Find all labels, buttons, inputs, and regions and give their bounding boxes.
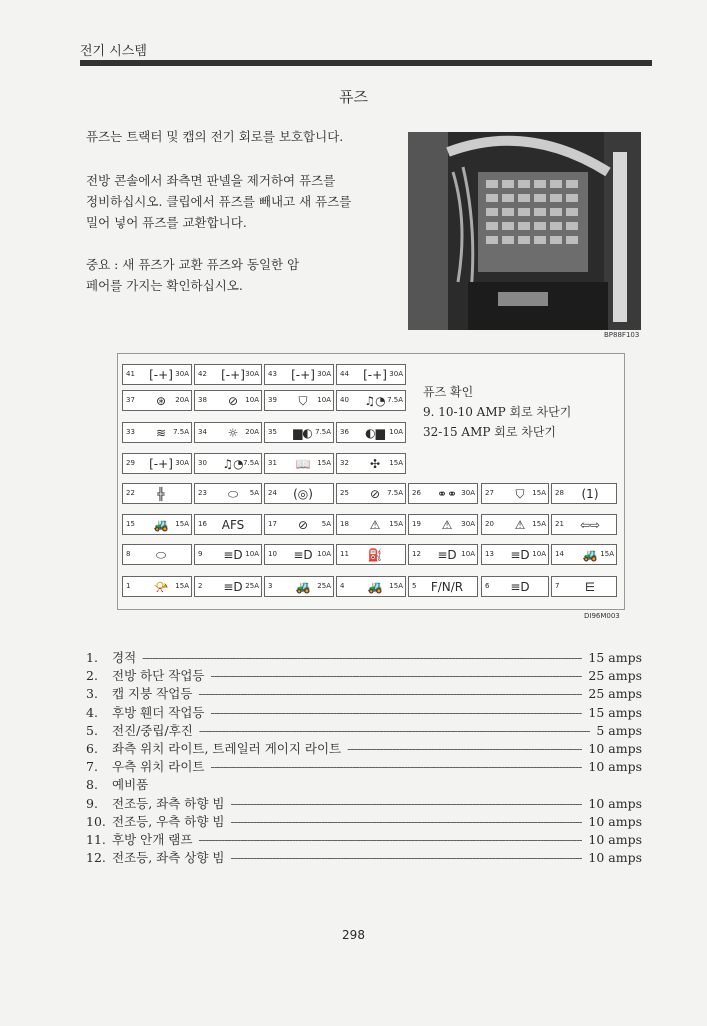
fuse-amperage: 20A bbox=[175, 396, 189, 404]
tractor-icon: 🚜 bbox=[153, 518, 169, 532]
item-amps: 10 amps bbox=[588, 813, 642, 829]
fuse-cell-12 bbox=[408, 544, 478, 565]
item-label: 전진/중립/후진 bbox=[112, 722, 193, 738]
tractor-icon: 🚜 bbox=[367, 580, 383, 594]
fuse-list-item bbox=[86, 684, 642, 702]
battery-icon: [-+] bbox=[221, 368, 245, 382]
fuse-cell-41 bbox=[122, 364, 192, 385]
section-header: 전기 시스템 bbox=[80, 44, 147, 59]
fuel-pump-icon: ⛽ bbox=[367, 548, 383, 562]
light-icon: ☼ bbox=[227, 426, 239, 440]
fuse-cell-16 bbox=[194, 514, 262, 535]
fuse-number: 36 bbox=[340, 428, 349, 436]
leader-dashes bbox=[210, 705, 582, 720]
fuse-list-item bbox=[86, 757, 642, 775]
page-title: 퓨즈 bbox=[339, 88, 368, 106]
defrost-icon: ≋ bbox=[155, 426, 167, 440]
fuse-cell-40 bbox=[336, 390, 406, 411]
intro-paragraph: 퓨즈는 트랙터 및 캡의 전기 회로를 보호합니다. bbox=[86, 129, 344, 144]
instructions-paragraph: 전방 콘솔에서 좌측면 판넬을 제거하여 퓨즈를 정비하십시오. 클립에서 퓨즈를 빼내고 새 퓨즈를 밀어 넣어 퓨즈를 교환합니다. bbox=[86, 173, 352, 230]
item-number: 12. bbox=[86, 850, 106, 866]
low-beam-icon: ≡D bbox=[510, 548, 530, 562]
gauge-icon: ⊘ bbox=[369, 487, 381, 501]
leader-dashes bbox=[199, 723, 590, 738]
fan-icon: ✣ bbox=[369, 457, 381, 471]
item-amps: 10 amps bbox=[588, 740, 642, 756]
fuse-cell-11 bbox=[336, 544, 406, 565]
fuse-list-item bbox=[86, 794, 642, 812]
leader-dashes bbox=[198, 832, 582, 847]
tractor-icon: 🚜 bbox=[295, 580, 311, 594]
radio-clock-icon: ♫◔ bbox=[364, 394, 386, 408]
fuse-number: 14 bbox=[555, 550, 564, 558]
fuse-cell-21 bbox=[551, 514, 617, 535]
fuse-amperage: 15A bbox=[389, 459, 403, 467]
fuse-cell-27 bbox=[481, 483, 549, 504]
item-amps: 5 amps bbox=[596, 722, 642, 738]
warning-icon: ⚠ bbox=[514, 518, 526, 532]
fuse-number: 15 bbox=[126, 520, 135, 528]
fuse-number: 18 bbox=[340, 520, 349, 528]
fuse-amperage: 30A bbox=[461, 520, 475, 528]
fuse-amperage: 15A bbox=[389, 582, 403, 590]
low-beam-icon: ≡D bbox=[223, 548, 243, 562]
fuse-amperage: 30A bbox=[461, 489, 475, 497]
item-amps: 10 amps bbox=[588, 759, 642, 775]
fuse-amperage: 15A bbox=[389, 520, 403, 528]
battery-icon: [-+] bbox=[149, 457, 173, 471]
page-number: 298 bbox=[342, 928, 365, 942]
fuse-cell-18 bbox=[336, 514, 406, 535]
seat-icon: ⛉ bbox=[515, 486, 525, 501]
fuse-amperage: 30A bbox=[317, 370, 331, 378]
fuse-cell-34 bbox=[194, 422, 262, 443]
item-label: 전조등, 우측 하향 빔 bbox=[112, 813, 225, 829]
fuse-number: 28 bbox=[555, 489, 564, 497]
fuse-number: 24 bbox=[268, 489, 277, 497]
fuse-amperage: 30A bbox=[175, 459, 189, 467]
fuse-number: 1 bbox=[126, 582, 131, 590]
leader-dashes bbox=[198, 686, 582, 701]
fuse-list-item bbox=[86, 703, 642, 721]
fuse-list-item bbox=[86, 830, 642, 848]
fuse-cell-29 bbox=[122, 453, 192, 474]
fuse-amperage: 10A bbox=[317, 550, 331, 558]
hitch-icon: ▆◐ bbox=[293, 426, 313, 440]
gauge-icon: ⊘ bbox=[297, 518, 309, 532]
fuse-number: 37 bbox=[126, 396, 135, 404]
fuse-cell-20 bbox=[481, 514, 549, 535]
fuse-number: 25 bbox=[340, 489, 349, 497]
fuse-number: 5 bbox=[412, 582, 417, 590]
item-label: 전조등, 좌측 상향 빔 bbox=[112, 850, 225, 866]
fuse-number: 26 bbox=[412, 489, 421, 497]
leader-dashes bbox=[142, 650, 582, 665]
brake-icon: (◎) bbox=[293, 487, 313, 501]
fuse-number: 41 bbox=[126, 370, 135, 378]
battery-icon: [-+] bbox=[291, 368, 315, 382]
warning-icon: ⚠ bbox=[369, 518, 381, 532]
fuse-cell-38 bbox=[194, 390, 262, 411]
fuse-number: 6 bbox=[485, 582, 490, 590]
fuse-list-item bbox=[86, 848, 642, 866]
fuse-cell-28 bbox=[551, 483, 617, 504]
fuse-cell-43 bbox=[264, 364, 334, 385]
fuse-panel-diagram bbox=[117, 353, 625, 610]
fuse-amperage: 30A bbox=[389, 370, 403, 378]
warning-icon: ⚠ bbox=[441, 518, 453, 532]
fuse-number: 10 bbox=[268, 550, 277, 558]
diagram-caption: DI96M003 bbox=[584, 612, 620, 620]
fuse-number: 38 bbox=[198, 396, 207, 404]
photo-caption: BP88F103 bbox=[604, 331, 640, 339]
fuse-number: 13 bbox=[485, 550, 494, 558]
item-amps: 10 amps bbox=[588, 850, 642, 866]
fuse-amperage: 15A bbox=[317, 459, 331, 467]
fuse-number: 2 bbox=[198, 582, 203, 590]
fuse-amperage: 30A bbox=[175, 370, 189, 378]
item-number: 8. bbox=[86, 777, 98, 793]
fuse-number: 7 bbox=[555, 582, 560, 590]
spare-oval-icon: ⬭ bbox=[155, 547, 167, 562]
fuse-amperage: 15A bbox=[175, 582, 189, 590]
fuse-cell-25 bbox=[336, 483, 406, 504]
item-number: 4. bbox=[86, 704, 98, 720]
fuse-cell-5 bbox=[408, 576, 478, 597]
fuse-number: 43 bbox=[268, 370, 277, 378]
fuse-amperage: 5A bbox=[321, 520, 331, 528]
seat-icon: ⛉ bbox=[298, 393, 308, 408]
fuse-amperage: 20A bbox=[245, 428, 259, 436]
fuse-number: 23 bbox=[198, 489, 207, 497]
tractor-icon: 🚜 bbox=[582, 548, 598, 562]
item-amps: 25 amps bbox=[588, 686, 642, 702]
fuse-number: 27 bbox=[485, 489, 494, 497]
item-number: 9. bbox=[86, 795, 98, 811]
fuse-amperage: 10A bbox=[532, 550, 546, 558]
horn-icon: 📯 bbox=[153, 580, 169, 594]
fuse-amperage: 10A bbox=[245, 396, 259, 404]
item-label: 캡 지붕 작업등 bbox=[112, 686, 193, 702]
fuse-cell-8 bbox=[122, 544, 192, 565]
fuse-number: 34 bbox=[198, 428, 207, 436]
fuse-amperage: 15A bbox=[532, 489, 546, 497]
fuse-cell-37 bbox=[122, 390, 192, 411]
leader-dashes bbox=[231, 850, 583, 865]
fuse-panel-photo bbox=[408, 132, 641, 330]
fuse-cell-15 bbox=[122, 514, 192, 535]
fuse-number: 30 bbox=[198, 459, 207, 467]
fuse-list-item bbox=[86, 648, 642, 666]
leader-dashes bbox=[210, 668, 582, 683]
fuse-cell-39 bbox=[264, 390, 334, 411]
fuse-number: 32 bbox=[340, 459, 349, 467]
cab-light-icon: ╬ bbox=[157, 487, 165, 501]
fuse-amperage: 15A bbox=[175, 520, 189, 528]
item-number: 10. bbox=[86, 813, 106, 829]
fuse-number: 33 bbox=[126, 428, 135, 436]
fuse-cell-13 bbox=[481, 544, 549, 565]
fuse-cell-42 bbox=[194, 364, 262, 385]
fuse-list-item bbox=[86, 739, 642, 757]
fuse-number: 31 bbox=[268, 459, 277, 467]
fuse-number: 44 bbox=[340, 370, 349, 378]
item-number: 7. bbox=[86, 759, 98, 775]
fuse-cell-23 bbox=[194, 483, 262, 504]
item-label: 후방 안개 램프 bbox=[112, 831, 193, 847]
item-amps: 10 amps bbox=[588, 795, 642, 811]
fuse-number: 3 bbox=[268, 582, 273, 590]
fuse-amperage: 15A bbox=[600, 550, 614, 558]
compressor-icon: ⊛ bbox=[155, 394, 167, 408]
item-amps: 15 amps bbox=[588, 650, 642, 665]
work-light-icon: ≡D bbox=[223, 580, 243, 594]
header-rule bbox=[80, 60, 652, 66]
fuse-cell-33 bbox=[122, 422, 192, 443]
high-beam-icon: ≡D bbox=[510, 580, 530, 594]
fuse-amperage: 30A bbox=[245, 370, 259, 378]
fuse-amperage: 25A bbox=[317, 582, 331, 590]
fuse-list-item bbox=[86, 666, 642, 684]
book-icon: 📖 bbox=[295, 457, 311, 471]
fuse-cell-24 bbox=[264, 483, 334, 504]
fuse-cell-9 bbox=[194, 544, 262, 565]
fuse-cell-10 bbox=[264, 544, 334, 565]
fuse-number: 40 bbox=[340, 396, 349, 404]
leader-dashes bbox=[231, 796, 583, 811]
fuse-amperage: 15A bbox=[532, 520, 546, 528]
fuse-amperage: 10A bbox=[317, 396, 331, 404]
fuse-cell-4 bbox=[336, 576, 406, 597]
fuse-cell-2 bbox=[194, 576, 262, 597]
turn-signal-icon: ⇦⇨ bbox=[579, 518, 601, 532]
leader-dashes bbox=[231, 814, 583, 829]
low-beam-icon: ≡D bbox=[437, 548, 457, 562]
item-label: 전방 하단 작업등 bbox=[112, 668, 205, 684]
fuse-amperage: 10A bbox=[461, 550, 475, 558]
item-number: 5. bbox=[86, 722, 98, 738]
fuse-cell-3 bbox=[264, 576, 334, 597]
item-number: 11. bbox=[86, 831, 106, 847]
fuse-cell-30 bbox=[194, 453, 262, 474]
fuse-number: 9 bbox=[198, 550, 203, 558]
battery-icon: [-+] bbox=[149, 368, 173, 382]
radio-clock-icon: ♫◔ bbox=[222, 457, 244, 471]
item-label: 좌측 위치 라이트, 트레일러 게이지 라이트 bbox=[112, 740, 342, 756]
fuse-amperage: 7.5A bbox=[387, 396, 403, 404]
item-label: 전조등, 좌측 하향 빔 bbox=[112, 795, 225, 811]
fuse-amperage: 7.5A bbox=[315, 428, 331, 436]
item-number: 2. bbox=[86, 668, 98, 684]
fuse-number: 35 bbox=[268, 428, 277, 436]
item-amps: 10 amps bbox=[588, 831, 642, 847]
fuse-cell-14 bbox=[551, 544, 617, 565]
fuse-number: 42 bbox=[198, 370, 207, 378]
fuse-amperage: 7.5A bbox=[173, 428, 189, 436]
fuse-number: 17 bbox=[268, 520, 277, 528]
low-beam-icon: ≡D bbox=[293, 548, 313, 562]
fuse-cell-6 bbox=[481, 576, 549, 597]
fuse-cell-32 bbox=[336, 453, 406, 474]
fuse-cell-35 bbox=[264, 422, 334, 443]
fuse-amperage: 10A bbox=[245, 550, 259, 558]
fuse-list-item bbox=[86, 775, 642, 793]
fuse-number: 20 bbox=[485, 520, 494, 528]
fuse-panel-note: 퓨즈 확인 9. 10-10 AMP 회로 차단기 32-15 AMP 회로 차단기 bbox=[423, 385, 572, 439]
fuse-number: 39 bbox=[268, 396, 277, 404]
item-amps: 25 amps bbox=[588, 668, 642, 684]
fuse-cell-44 bbox=[336, 364, 406, 385]
important-note: 중요 : 새 퓨즈가 교환 퓨즈와 동일한 암 페어를 가지는 확인하십시오. bbox=[86, 257, 300, 293]
fuse-amperage: 25A bbox=[245, 582, 259, 590]
item-label: 예비품 bbox=[112, 777, 149, 793]
item-number: 1. bbox=[86, 650, 98, 665]
fuse-cell-26 bbox=[408, 483, 478, 504]
fuse-number: 12 bbox=[412, 550, 421, 558]
fuse-cell-7 bbox=[551, 576, 617, 597]
fuse-number: 11 bbox=[340, 550, 349, 558]
plug-icon: ⋿ bbox=[584, 580, 596, 594]
item-label: 우측 위치 라이트 bbox=[112, 759, 205, 775]
fuse-number: 19 bbox=[412, 520, 421, 528]
fuse-amperage: 10A bbox=[389, 428, 403, 436]
fuse-number: 16 bbox=[198, 520, 207, 528]
leader-dashes bbox=[210, 759, 582, 774]
number-one-icon: (1) bbox=[581, 487, 599, 501]
item-number: 3. bbox=[86, 686, 98, 702]
fuse-list-item bbox=[86, 721, 642, 739]
fuse-amperage: 7.5A bbox=[243, 459, 259, 467]
chain-icon: ⚭⚭ bbox=[436, 487, 458, 501]
fnr-text: F/N/R bbox=[430, 580, 464, 594]
fuse-number: 29 bbox=[126, 459, 135, 467]
fuse-number: 22 bbox=[126, 489, 135, 497]
fuse-cell-36 bbox=[336, 422, 406, 443]
fuse-cell-31 bbox=[264, 453, 334, 474]
fuse-amperage: 7.5A bbox=[387, 489, 403, 497]
fuse-cell-17 bbox=[264, 514, 334, 535]
afs-text: AFS bbox=[221, 518, 245, 532]
fuse-number: 21 bbox=[555, 520, 564, 528]
fuse-cell-19 bbox=[408, 514, 478, 535]
horn-oval-icon: ⬭ bbox=[227, 486, 239, 501]
item-label: 경적 bbox=[112, 650, 137, 665]
fuse-number: 8 bbox=[126, 550, 131, 558]
item-label: 후방 휀더 작업등 bbox=[112, 704, 205, 720]
no-symbol-icon: ⊘ bbox=[227, 394, 239, 408]
fuse-number: 4 bbox=[340, 582, 345, 590]
battery-icon: [-+] bbox=[363, 368, 387, 382]
fuse-list-item bbox=[86, 812, 642, 830]
fuse-list bbox=[86, 648, 642, 866]
fuse-cell-22 bbox=[122, 483, 192, 504]
leader-dashes bbox=[347, 741, 582, 756]
fuse-cell-1 bbox=[122, 576, 192, 597]
fuse-amperage: 5A bbox=[249, 489, 259, 497]
item-amps: 15 amps bbox=[588, 704, 642, 720]
item-number: 6. bbox=[86, 740, 98, 756]
hitch-icon: ◐▆ bbox=[365, 426, 385, 440]
